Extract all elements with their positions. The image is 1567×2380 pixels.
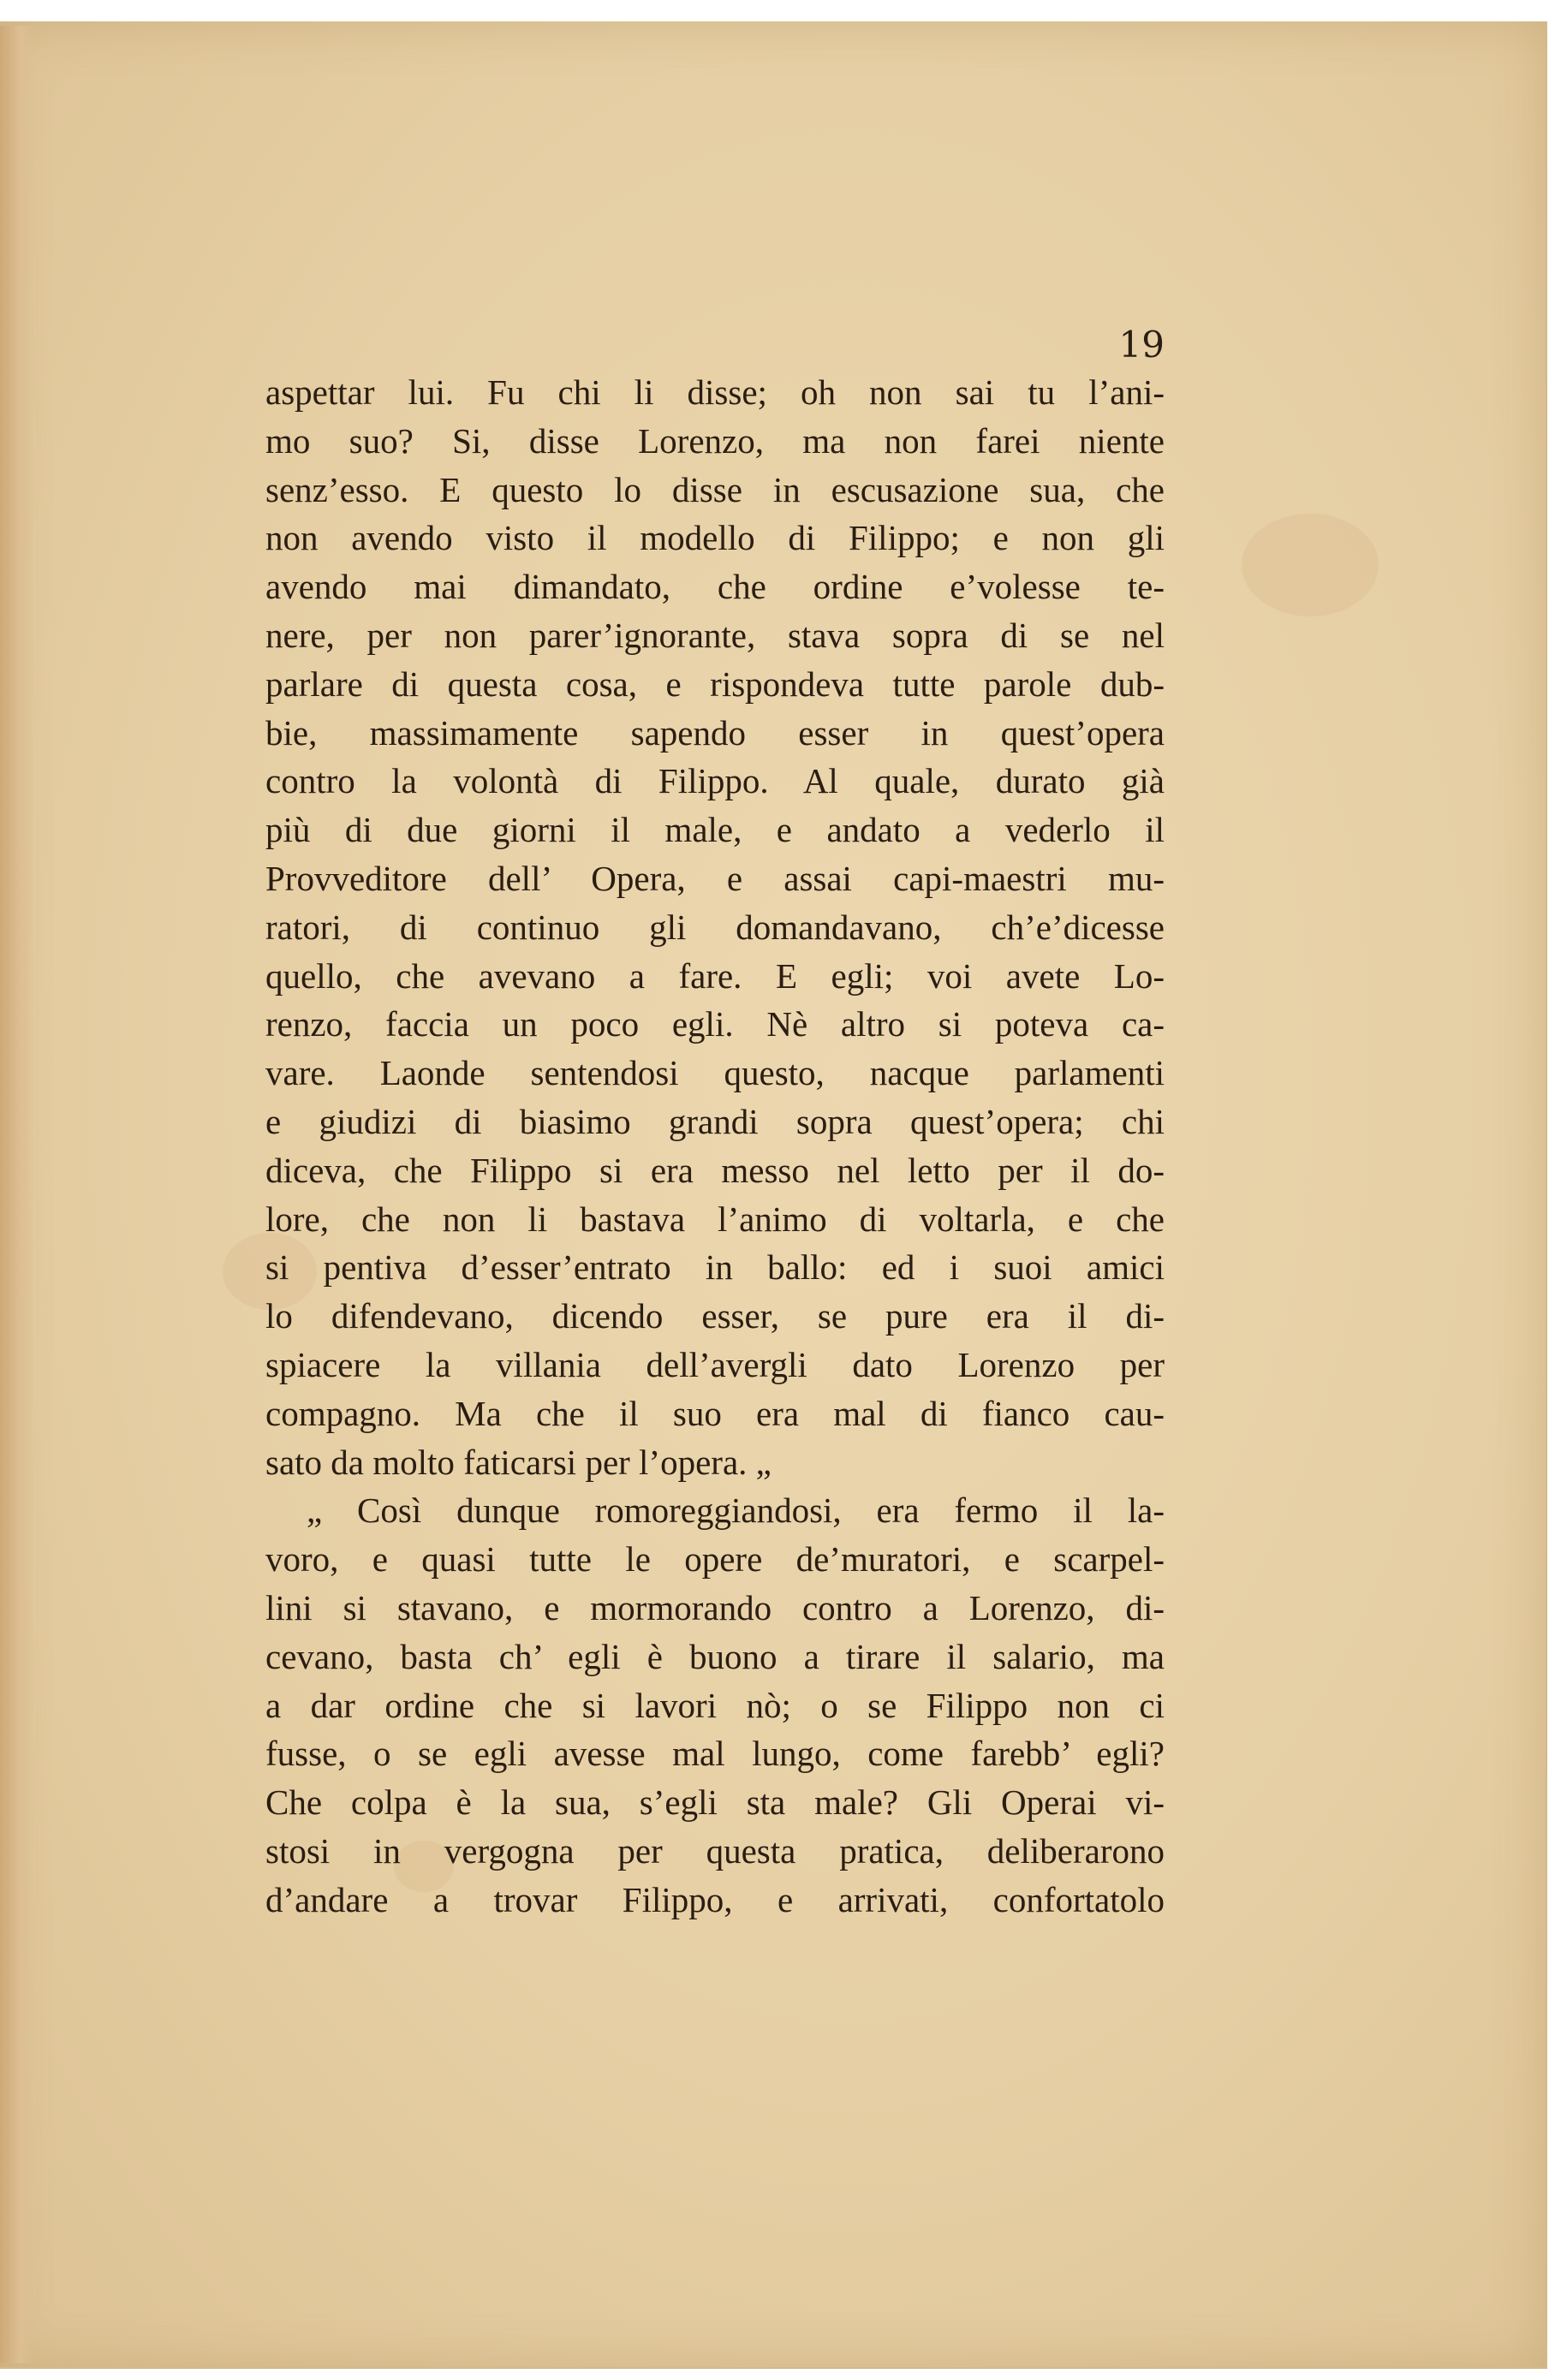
text-line: renzo, faccia un poco egli. Nè altro si poteva ca- (265, 1004, 1165, 1044)
text-line: aspettar lui. Fu chi li disse; oh non sai tu l’ani- (265, 372, 1165, 412)
text-line: ratori, di continuo gli domandavano, ch’e’dicesse (265, 907, 1165, 947)
paper-stain (1242, 514, 1379, 616)
text-line: contro la volontà di Filippo. Al quale, durato già (265, 761, 1165, 801)
text-line: non avendo visto il modello di Filippo; e non gli (265, 518, 1165, 558)
text-line: Provveditore dell’ Opera, e assai capi-maestri mu- (265, 858, 1165, 898)
text-line: lore, che non li bastava l’animo di voltarla, e che (265, 1199, 1165, 1239)
text-line: lini si stavano, e mormorando contro a Lorenzo, di- (265, 1587, 1165, 1627)
text-line: diceva, che Filippo si era messo nel letto per il do- (265, 1150, 1165, 1190)
text-line: sato da molto faticarsi per l’opera. „ (265, 1442, 772, 1482)
text-line: e giudizi di biasimo grandi sopra quest’opera; chi (265, 1101, 1165, 1141)
text-line: cevano, basta ch’ egli è buono a tirare il salario, ma (265, 1636, 1165, 1676)
text-line: mo suo? Si, disse Lorenzo, ma non farei niente (265, 420, 1165, 461)
text-line: compagno. Ma che il suo era mal di fianco cau- (265, 1393, 1165, 1433)
text-line: avendo mai dimandato, che ordine e’volesse te- (265, 567, 1165, 607)
text-line: „ Così dunque romoreggiandosi, era fermo il la- (307, 1490, 1165, 1531)
text-line: senz’esso. E questo lo disse in escusazione sua, che (265, 469, 1165, 509)
text-line: più di due giorni il male, e andato a vederlo il (265, 810, 1165, 850)
page-number: 19 (1118, 324, 1165, 366)
text-line: d’andare a trovar Filippo, e arrivati, confortatolo (265, 1879, 1165, 1919)
text-line: bie, massimamente sapendo esser in quest’opera (265, 712, 1165, 753)
text-line: nere, per non parer’ignorante, stava sopra di se nel (265, 615, 1165, 655)
text-line: parlare di questa cosa, e rispondeva tutte parole dub- (265, 663, 1165, 704)
text-line: si pentiva d’esser’entrato in ballo: ed i suoi amici (265, 1247, 1165, 1288)
text-line: voro, e quasi tutte le opere de’muratori, e scarpel- (265, 1539, 1165, 1580)
text-line: vare. Laonde sentendosi questo, nacque parlamenti (265, 1053, 1165, 1093)
text-line: quello, che avevano a fare. E egli; voi avete Lo- (265, 955, 1165, 996)
text-line: Che colpa è la sua, s’egli sta male? Gli Operai vi- (265, 1782, 1165, 1823)
body-text (265, 368, 1165, 1925)
text-line: lo difendevano, dicendo esser, se pure era il di- (265, 1296, 1165, 1336)
text-line: stosi in vergogna per questa pratica, deliberarono (265, 1830, 1165, 1871)
binding-edge (0, 26, 34, 2363)
text-line: a dar ordine che si lavori nò; o se Filippo non ci (265, 1685, 1165, 1725)
text-line: spiacere la villania dell’avergli dato Lorenzo per (265, 1344, 1165, 1384)
text-line: fusse, o se egli avesse mal lungo, come farebb’ egli? (265, 1734, 1165, 1774)
